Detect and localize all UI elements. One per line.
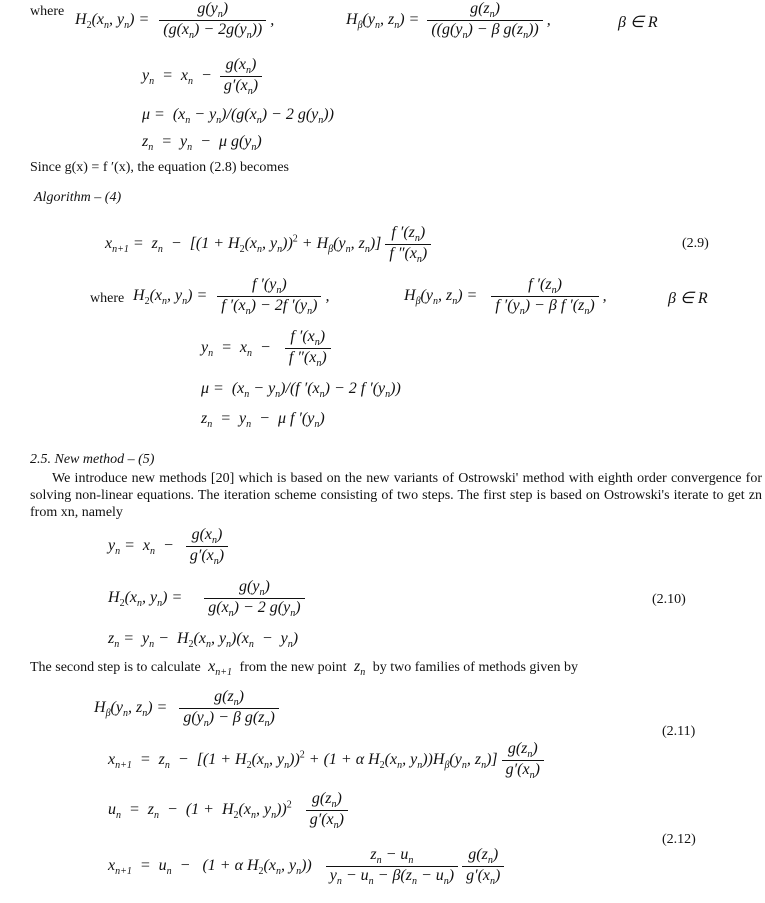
f-beta-in-R: β ∈ R [668,290,708,307]
eq-2-12-un: $u_n = z_n - (1 + H_2(x_n$, $y_n))^2$ $\frac{g(z_n)}{g'(x_n)}$ [108,790,348,831]
since-line: Since g(x) = f ′(x), the equation (2.8) becomes [30,160,289,175]
top-H2-def: $H_2(x_n$, $y_n$) = $\frac{g(y_n)}{(g(x_n) - 2g(y_n))}$ , [75,0,275,42]
eq-2-11-Hbeta: $H_\beta(y_n$, $z_n$) = $\frac{g(z_n)}{g(y_n) - \beta g(z_n)}$ [94,688,279,729]
algorithm-4-label: Algorithm – (4) [34,190,122,205]
eq-2-12-xn1: $x_{n+1} = u_n - (1 + \alpha$ $H_2(x_n$, $y_n$)) $\frac{z_n - u_n}{y_n - u_n - \beta(z_n - u_n)}$ $\frac{g(z_n)}{g'(x_n)}$ [108,846,504,887]
eq-number-2-12: (2.12) [662,832,696,847]
top-mu-def: $\mu = (x_n - y_n)/(g(x_n) - 2$ $g(y_n)$) [142,106,334,127]
where-label: where [30,4,65,19]
eq-2-11-xn1: $x_{n+1} = z_n - [(1 + H_2(x_n$, $y_n))^2 + (1 + \alpha$ $H_2(x_n$, $y_n))H_\beta(y_n$, $z_n$)] $\frac{g(z_n)}{g'(x_n)}$ [108,740,544,781]
eq-2-10-yn: $y_n = x_n$ − $\frac{g(x_n)}{g'(x_n)}$ [108,526,228,567]
top-beta-in-R: β ∈ R [618,14,658,31]
top-Hbeta-def: $H_\beta(y_n$, $z_n$) = $\frac{g(z_n)}{((g(y_n) - \beta g(z_n))}$ , [346,0,551,42]
second-step-text-c: by two families of methods given by [372,660,578,675]
f-yn-def: $y_n = x_n$ − $\frac{f '(x_n)}{f ''(x_n)}$ [201,328,331,369]
f-H2-def: $H_2(x_n$, $y_n$) = $\frac{f '(y_n)}{f '(x_n) - 2f '(y_n)}$ , [133,276,330,318]
second-step-text-a: The second step is to calculate [30,660,201,675]
top-yn-def: $y_n = x_n$ − $\frac{g(x_n)}{g'(x_n)}$ [142,56,262,97]
eq-number-2-9: (2.9) [682,236,709,251]
top-zn-def: $z_n = y_n - \mu$ $g(y_n)$ [142,133,262,154]
eq-2-10-H2: $H_2(x_n$, $y_n$) = $\frac{g(y_n)}{g(x_n) - 2 g(y_n)}$ [108,578,305,619]
second-step-line: The second step is to calculate $x_{n+1}$ from the new point $z_n$ by two families of methods given by [30,658,578,679]
where-label-2: where [90,291,125,306]
f-Hbeta-def: $H_\beta(y_n$, $z_n$) = $\frac{f '(z_n)}{f '(y_n) - \beta f '(z_n)}$ , [404,276,607,318]
eq-number-2-11: (2.11) [662,724,696,739]
eq-number-2-10: (2.10) [652,592,686,607]
f-mu-def: $\mu = (x_n - y_n)/(f$ $'(x_n) - 2$ f $'(y_n)$) [201,380,401,401]
second-step-text-b: from the new point [239,660,347,675]
eq-2-10-zn: $z_n = y_n - H_2(x_n$, $y_n)(x_n - y_n)$ [108,630,299,651]
top-where-block [30,2,64,20]
section-paragraph: We introduce new methods [20] which is based on the new variants of Ostrowski' method with eighth order convergence for solving non-linear equations. The iteration scheme consisting of two steps. The first step is based on Ostrowski's iterate to get zn from xn, namely [30,471,762,520]
f-zn-def: $z_n = y_n - \mu$ f $'(y_n)$ [201,410,325,431]
section-title: 2.5. New method – (5) [30,452,155,467]
eq-2-9: $x_{n+1} = z_n - [(1 + H_2(x_n$, $y_n))^2 + H_\beta(y_n$, $z_n$)] $\frac{f '(z_n)}{f ''(x_n)}$ [105,224,431,265]
